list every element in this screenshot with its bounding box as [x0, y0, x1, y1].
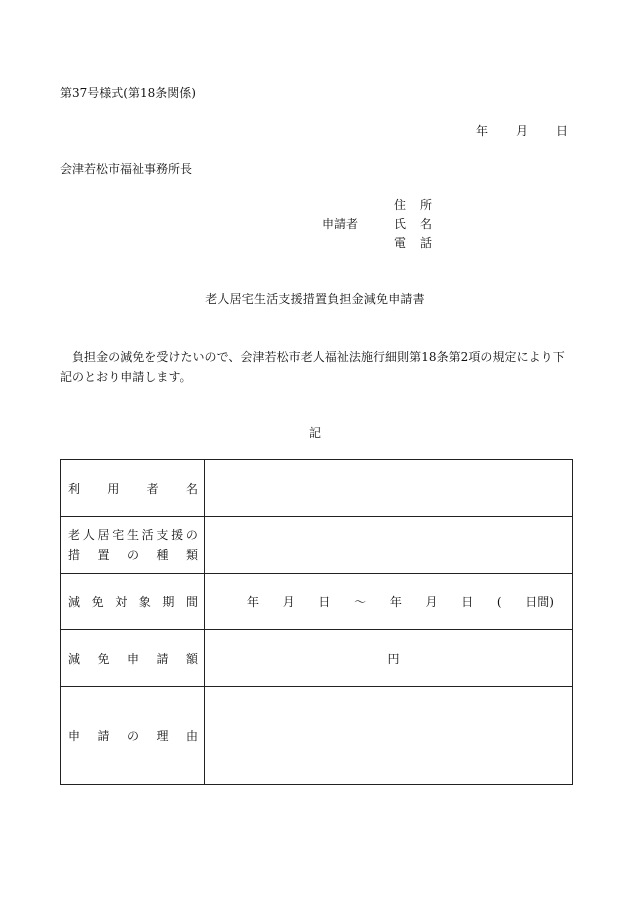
table-row-user-name: [61, 460, 573, 517]
label-char: 種: [156, 548, 169, 562]
label-char: 住: [394, 198, 407, 212]
label-char: 支: [156, 528, 169, 542]
period-year-end: 年: [389, 595, 402, 609]
label-char: 氏: [394, 217, 407, 231]
label-char: 援: [171, 528, 184, 542]
label-char: 人: [82, 528, 95, 542]
user-name-label: [61, 480, 204, 497]
label-char: 申: [126, 651, 139, 666]
form-number: 第37号様式(第18条関係): [60, 86, 196, 100]
label-char: 生: [126, 528, 139, 542]
phone-field-label: [394, 234, 432, 251]
label-char: 請: [156, 651, 169, 666]
label-char: の: [185, 528, 198, 542]
user-name-value-cell: [205, 460, 573, 517]
date-day: 日: [556, 124, 569, 138]
label-char: 話: [420, 236, 433, 250]
address-field-label: [394, 196, 432, 213]
name-field-label: [394, 215, 432, 232]
label-char: 由: [185, 729, 198, 743]
body-text: 負担金の減免を受けたいので、会津若松市老人福祉法施行細則第18条第2項の規定により下記のとおり申請します。: [60, 350, 565, 384]
label-char: 請: [97, 729, 110, 743]
label-char: 象: [138, 595, 151, 609]
amount-unit: 円: [387, 651, 400, 666]
label-char: 類: [185, 548, 198, 562]
detail-table: [60, 459, 573, 785]
applicant-label: 申請者: [322, 217, 359, 231]
measure-type-label-cell: [61, 517, 205, 574]
label-char: 対: [115, 595, 128, 609]
amount-value-cell: [205, 630, 573, 687]
user-name-label-cell: [61, 460, 205, 517]
label-char: 減: [68, 595, 81, 609]
label-char: 期: [162, 595, 175, 609]
label-char: 居: [97, 528, 110, 542]
period-day-start: 日: [318, 595, 331, 609]
label-char: 免: [97, 651, 110, 666]
date-year: 年: [476, 124, 489, 138]
amount-label: [61, 650, 204, 667]
period-tilde: 〜: [354, 595, 367, 609]
label-char: 間: [185, 595, 198, 609]
date-month: 月: [516, 124, 529, 138]
measure-type-value-cell: [205, 517, 573, 574]
label-char: 宅: [112, 528, 125, 542]
recipient: 会津若松市福祉事務所長: [60, 162, 193, 176]
period-month-start: 月: [282, 595, 295, 609]
label-char: 名: [420, 217, 433, 231]
period-year-start: 年: [247, 595, 260, 609]
measure-type-label-line1: [68, 525, 198, 545]
table-row-measure-type: [61, 517, 573, 574]
label-char: 所: [420, 198, 433, 212]
amount-label-cell: [61, 630, 205, 687]
date-line: [476, 122, 568, 139]
period-day-end: 日: [461, 595, 474, 609]
table-row-period: [61, 574, 573, 630]
period-days-close: 日間): [525, 595, 554, 609]
period-label: [61, 593, 204, 610]
label-char: 用: [107, 481, 120, 496]
label-char: 措: [68, 548, 81, 562]
label-char: 老: [68, 528, 81, 542]
label-char: 申: [68, 729, 81, 743]
label-char: 免: [91, 595, 104, 609]
label-char: 減: [68, 651, 81, 666]
reason-label: [61, 727, 204, 744]
period-month-end: 月: [425, 595, 438, 609]
label-char: 置: [97, 548, 110, 562]
label-char: 者: [146, 481, 159, 496]
label-char: 額: [185, 651, 198, 666]
period-value-cell: [205, 574, 573, 630]
label-char: 名: [185, 481, 198, 496]
document-title: 老人居宅生活支援措置負担金減免申請書: [205, 292, 425, 306]
reason-label-cell: [61, 687, 205, 785]
measure-type-label-line2: [68, 545, 198, 565]
label-char: の: [126, 548, 139, 562]
ki-label: 記: [308, 426, 321, 440]
label-char: 利: [68, 481, 81, 496]
reason-value-cell: [205, 687, 573, 785]
period-label-cell: [61, 574, 205, 630]
label-char: 電: [394, 236, 407, 250]
period-open-paren: (: [496, 594, 502, 609]
table-row-amount: [61, 630, 573, 687]
label-char: 活: [141, 528, 154, 542]
table-row-reason: [61, 687, 573, 785]
period-row: [205, 593, 572, 610]
label-char: の: [126, 729, 139, 743]
label-char: 理: [156, 729, 169, 743]
